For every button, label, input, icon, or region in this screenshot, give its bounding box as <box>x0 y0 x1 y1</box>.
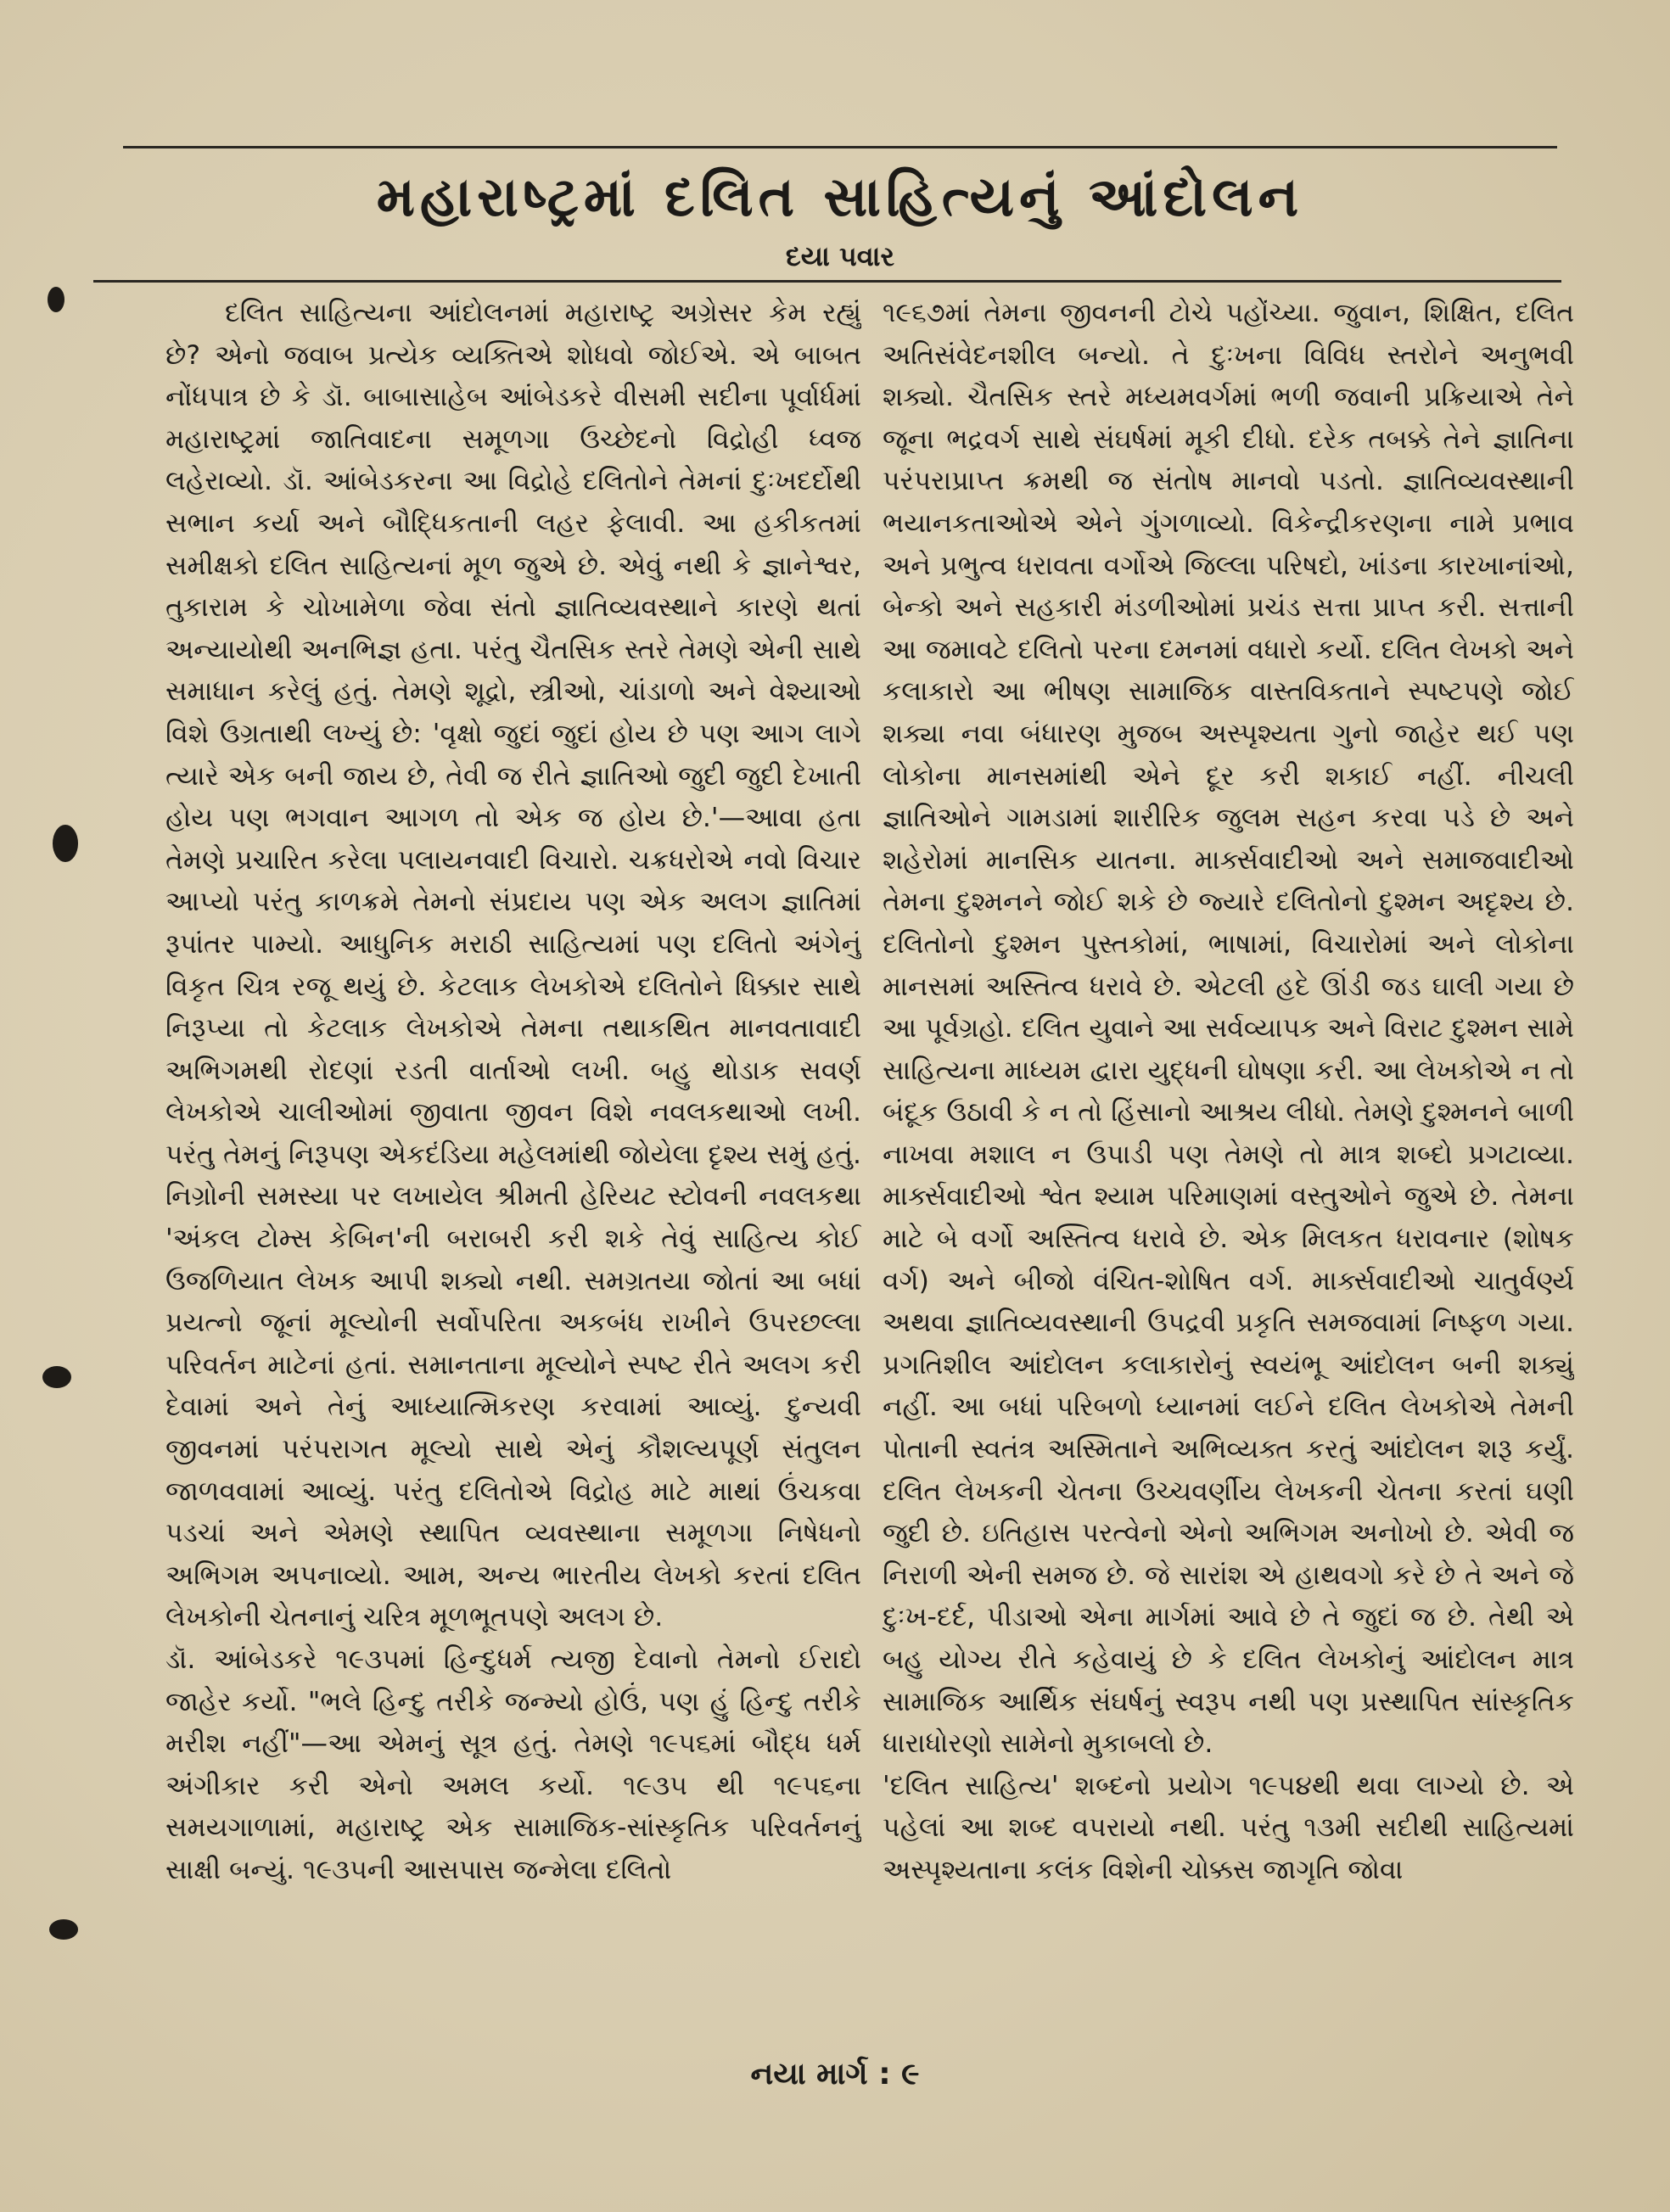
right-paragraph-2: 'દલિત સાહિત્ય' શબ્દનો પ્રયોગ ૧૯૫૪થી થવા લાગ્યો છે. એ પહેલાં આ શબ્દ વપરાયો નથી. પરંતુ ૧૩મી સદીથી સાહિત્યમાં અસ્પૃશ્યતાના કલંક વિશેની ચોક્કસ જાગૃતિ જોવા <box>883 1770 1574 1885</box>
header-rule-bottom <box>93 280 1561 283</box>
left-column <box>165 293 861 2015</box>
right-paragraph-1: ૧૯૬૭માં તેમના જીવનની ટોચે પહોંચ્યા. જુવાન, શિક્ષિત, દલિત અતિસંવેદનશીલ બન્યો. તે દુઃખના વિવિધ સ્તરોને અનુભવી શક્યો. ચૈતસિક સ્તરે મધ્યમવર્ગમાં ભળી જવાની પ્રક્રિયાએ તેને જૂના ભદ્રવર્ગ સાથે સંઘર્ષમાં મૂકી દીધો. દરેક તબક્કે તેને જ્ઞાતિના પરંપરાપ્રાપ્ત ક્રમથી જ સંતોષ માનવો પડતો. જ્ઞાતિવ્યવસ્થાની ભયાનકતાઓએ એને ગુંગળાવ્યો. વિકેન્દ્રીકરણના નામે પ્રભાવ અને પ્રભુત્વ ધરાવતા વર્ગોએ જિલ્લા પરિષદો, ખાંડના કારખાનાંઓ, બેન્કો અને સહકારી મંડળીઓમાં પ્રચંડ સત્તા પ્રાપ્ત કરી. સત્તાની આ જમાવટે દલિતો પરના દમનમાં વધારો કર્યો. દલિત લેખકો અને કલાકારો આ ભીષણ સામાજિક વાસ્તવિકતાને સ્પષ્ટપણે જોઈ શક્યા નવા બંધારણ મુજબ અસ્પૃશ્યતા ગુનો જાહેર થઈ પણ લોકોના માનસમાંથી એને દૂર કરી શકાઈ નહીં. નીચલી જ્ઞાતિઓને ગામડામાં શારીરિક જુલમ સહન કરવા પડે છે અને શહેરોમાં માનસિક યાતના. માર્ક્સવાદીઓ અને સમાજવાદીઓ તેમના દુશ્મનને જોઈ શકે છે જ્યારે દલિતોનો દુશ્મન અદૃશ્ય છે. દલિતોનો દુશ્મન પુસ્તકોમાં, ભાષામાં, વિચારોમાં અને લોકોના માનસમાં અસ્તિત્વ ધરાવે છે. એટલી હદે ઊંડી જડ ઘાલી ગયા છે આ પૂર્વગ્રહો. દલિત યુવાને આ સર્વવ્યાપક અને વિરાટ દુશ્મન સામે સાહિત્યના માધ્યમ દ્વારા યુદ્ધની ઘોષણા કરી. આ લેખકોએ ન તો બંદૂક ઉઠાવી કે ન તો હિંસાનો આશ્રય લીધો. તેમણે દુશ્મનને બાળી નાખવા મશાલ ન ઉપાડી પણ તેમણે તો માત્ર શબ્દો પ્રગટાવ્યા. માર્ક્સવાદીઓ શ્વેત શ્યામ પરિમાણમાં વસ્તુઓને જુએ છે. તેમના માટે બે વર્ગો અસ્તિત્વ ધરાવે છે. એક મિલકત ધરાવનાર (શોષક વર્ગ) અને બીજો વંચિત-શોષિત વર્ગ. માર્ક્સવાદીઓ ચાતુર્વર્ણ્ય અથવા જ્ઞાતિવ્યવસ્થાની ઉપદ્રવી પ્રકૃતિ સમજવામાં નિષ્ફળ ગયા. પ્રગતિશીલ આંદોલન કલાકારોનું સ્વયંભૂ આંદોલન બની શક્યું નહીં. આ બધાં પરિબળો ધ્યાનમાં લઈને દલિત લેખકોએ તેમની પોતાની સ્વતંત્ર અસ્મિતાને અભિવ્યક્ત કરતું આંદોલન શરૂ કર્યું. દલિત લેખકની ચેતના ઉચ્ચવર્ણીય લેખકની ચેતના કરતાં ઘણી જુદી છે. ઇતિહાસ પરત્વેનો એનો અભિગમ અનોખો છે. એવી જ નિરાળી એની સમજ છે. જે સારાંશ એ હાથવગો કરે છે તે અને જે દુઃખ-દર્દ, પીડાઓ એના માર્ગમાં આવે છે તે જુદાં જ છે. તેથી એ બહુ યોગ્ય રીતે કહેવાયું છે કે દલિત લેખકોનું આંદોલન માત્ર સામાજિક આર્થિક સંઘર્ષનું સ્વરૂપ નથી પણ પ્રસ્થાપિત સાંસ્કૃતિક ધારાધોરણો સામેનો મુકાબલો છે. <box>883 298 1574 1760</box>
article-author: દયા પવાર <box>785 240 895 272</box>
left-paragraph-2: ડૉ. આંબેડકરે ૧૯૩૫માં હિન્દુધર્મ ત્યજી દેવાનો તેમનો ઈરાદો જાહેર કર્યો. "ભલે હિન્દુ તરીકે જન્મ્યો હોઉં, પણ હું હિન્દુ તરીકે મરીશ નહીં"—આ એમનું સૂત્ર હતું. તેમણે ૧૯૫૬માં બૌદ્ધ ધર્મ અંગીકાર કરી એનો અમલ કર્યો. ૧૯૩૫ થી ૧૯૫૬ના સમયગાળામાં, મહારાષ્ટ્ર એક સામાજિક-સાંસ્કૃતિક પરિવર્તનનું સાક્ષી બન્યું. ૧૯૩૫ની આસપાસ જન્મેલા દલિતો <box>165 1644 861 1885</box>
binding-hole-1 <box>48 287 64 312</box>
binding-hole-4 <box>49 1919 78 1940</box>
article-title: મહારાષ્ટ્રમાં દલિત સાહિત્યનું આંદોલન <box>376 166 1304 229</box>
left-paragraph-1: દલિત સાહિત્યના આંદોલનમાં મહારાષ્ટ્ર અગ્રેસર કેમ રહ્યું છે? એનો જવાબ પ્રત્યેક વ્યક્તિએ શોધવો જોઈએ. એ બાબત નોંધપાત્ર છે કે ડૉ. બાબાસાહેબ આંબેડકરે વીસમી સદીના પૂર્વાર્ધમાં મહારાષ્ટ્રમાં જાતિવાદના સમૂળગા ઉચ્છેદનો વિદ્રોહી ધ્વજ લહેરાવ્યો. ડૉ. આંબેડકરના આ વિદ્રોહે દલિતોને તેમનાં દુઃખદર્દોથી સભાન કર્યા અને બૌદ્ધિકતાની લહર ફેલાવી. આ હકીકતમાં સમીક્ષકો દલિત સાહિત્યનાં મૂળ જુએ છે. એવું નથી કે જ્ઞાનેશ્વર, તુકારામ કે ચોખામેળા જેવા સંતો જ્ઞાતિવ્યવસ્થાને કારણે થતાં અન્યાયોથી અનભિજ્ઞ હતા. પરંતુ ચૈતસિક સ્તરે તેમણે એની સાથે સમાધાન કરેલું હતું. તેમણે શૂદ્રો, સ્ત્રીઓ, ચાંડાળો અને વેશ્યાઓ વિશે ઉગ્રતાથી લખ્યું છે: 'વૃક્ષો જુદાં જુદાં હોય છે પણ આગ લાગે ત્યારે એક બની જાય છે, તેવી જ રીતે જ્ઞાતિઓ જુદી જુદી દેખાતી હોય પણ ભગવાન આગળ તો એક જ હોય છે.'—આવા હતા તેમણે પ્રચારિત કરેલા પલાયનવાદી વિચારો. ચક્રધરોએ નવો વિચાર આપ્યો પરંતુ કાળક્રમે તેમનો સંપ્રદાય પણ એક અલગ જ્ઞાતિમાં રૂપાંતર પામ્યો. આધુનિક મરાઠી સાહિત્યમાં પણ દલિતો અંગેનું વિકૃત ચિત્ર રજૂ થયું છે. કેટલાક લેખકોએ દલિતોને ધિક્કાર સાથે નિરૂપ્યા તો કેટલાક લેખકોએ તેમના તથાકથિત માનવતાવાદી અભિગમથી રોદણાં રડતી વાર્તાઓ લખી. બહુ થોડાક સવર્ણ લેખકોએ ચાલીઓમાં જીવાતા જીવન વિશે નવલકથાઓ લખી. પરંતુ તેમનું નિરૂપણ એકદંડિયા મહેલમાંથી જોયેલા દૃશ્ય સમું હતું. નિગ્રોની સમસ્યા પર લખાયેલ શ્રીમતી હેરિયટ સ્ટોવની નવલકથા 'અંકલ ટોમ્સ કેબિન'ની બરાબરી કરી શકે તેવું સાહિત્ય કોઈ ઉજળિયાત લેખક આપી શક્યો નથી. સમગ્રતયા જોતાં આ બધાં પ્રયત્નો જૂનાં મૂલ્યોની સર્વોપરિતા અકબંધ રાખીને ઉપરછલ્લા પરિવર્તન માટેનાં હતાં. સમાનતાના મૂલ્યોને સ્પષ્ટ રીતે અલગ કરી દેવામાં અને તેનું આધ્યાત્મિકરણ કરવામાં આવ્યું. દુન્યવી જીવનમાં પરંપરાગત મૂલ્યો સાથે એનું કૌશલ્યપૂર્ણ સંતુલન જાળવવામાં આવ્યું. પરંતુ દલિતોએ વિદ્રોહ માટે માથાં ઉંચકવા પડચાં અને એમણે સ્થાપિત વ્યવસ્થાના સમૂળગા નિષેધનો અભિગમ અપનાવ્યો. આમ, અન્ય ભારતીય લેખકો કરતાં દલિત લેખકોની ચેતનાનું ચરિત્ર મૂળભૂતપણે અલગ છે. <box>165 298 861 1633</box>
header-rule-top <box>123 146 1557 148</box>
binding-hole-3 <box>42 1366 71 1388</box>
binding-hole-2 <box>53 825 78 862</box>
right-column <box>883 293 1574 2015</box>
page-footer: નયા માર્ગ : ૯ <box>750 2057 920 2092</box>
